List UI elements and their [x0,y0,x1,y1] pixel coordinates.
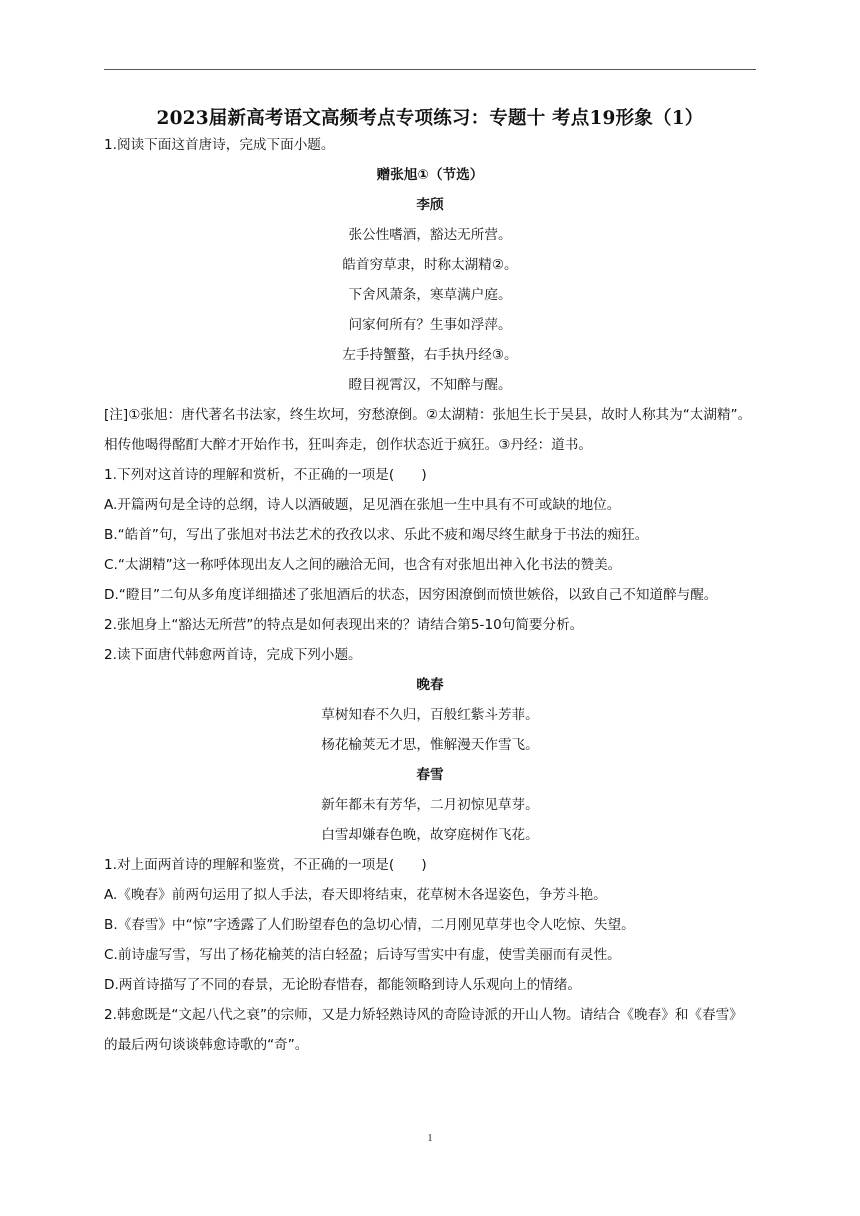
q1-poem-title: 赠张旭①（节选） [376,167,484,183]
poem-line: 白雪却嫌春色晚，故穿庭树作飞花。 [321,827,539,843]
page-title: 2023届新高考语文高频考点专项练习：专题十 考点19形象（1） [156,108,704,129]
poem-line: 新年都未有芳华，二月初惊见草芽。 [321,797,539,813]
q1-author: 李颀 [416,197,444,213]
poem-line: 杨花榆荚无才思，惟解漫天作雪飞。 [321,737,539,753]
option-b: B.“皓首”句，写出了张旭对书法艺术的孜孜以求、乐此不疲和竭尽终生献身于书法的痴狂。 [104,527,649,543]
poem-line: 左手持蟹螯，右手执丹经③。 [342,347,518,363]
q2-poem1-title: 晚春 [416,677,444,693]
q2-subquestion-1: 1.对上面两首诗的理解和鉴赏，不正确的一项是( ) [104,857,427,873]
poem-line: 张公性嗜酒，豁达无所营。 [348,227,512,243]
q1-subquestion-2: 2.张旭身上“豁达无所营”的特点是如何表现出来的？请结合第5-10句简要分析。 [104,617,584,633]
poem-line: 瞪目视霄汉，不知醉与醒。 [348,377,512,393]
poem-line: 草树知春不久归，百般红紫斗芳菲。 [321,707,539,723]
option-a: A.开篇两句是全诗的总纲，诗人以酒破题，足见酒在张旭一生中具有不可或缺的地位。 [104,497,621,513]
document-body [104,130,756,1060]
header-rule [104,69,756,70]
poem-line: 问家何所有？生事如浮萍。 [348,317,512,333]
option-d: D.“瞪目”二句从多角度详细描述了张旭酒后的状态，因穷困潦倒而愤世嫉俗，以致自己不知道醉与醒。 [104,587,718,603]
q2-intro: 2.读下面唐代韩愈两首诗，完成下列小题。 [104,647,362,663]
page-number: 1 [427,1132,433,1144]
q2-subquestion-2: 2.韩愈既是“文起八代之衰”的宗师，又是力矫轻熟诗风的奇险诗派的开山人物。请结合《晚春》和《春雪》的最后两句谈谈韩愈诗歌的“奇”。 [104,1007,743,1053]
option-d: D.两首诗描写了不同的春景，无论盼春惜春，都能领略到诗人乐观向上的情绪。 [104,977,581,993]
option-b: B.《春雪》中“惊”字透露了人们盼望春色的急切心情，二月刚见草芽也令人吃惊、失望。 [104,917,635,933]
q1-subquestion-1: 1.下列对这首诗的理解和赏析，不正确的一项是( ) [104,467,427,483]
q2-poem2-title: 春雪 [416,767,444,783]
poem-line: 皓首穷草隶，时称太湖精②。 [342,257,518,273]
poem-line: 下舍风萧条，寒草满户庭。 [348,287,512,303]
q1-intro: 1.阅读下面这首唐诗，完成下面小题。 [104,137,335,153]
option-a: A.《晚春》前两句运用了拟人手法，春天即将结束，花草树木各逞姿色，争芳斗艳。 [104,887,607,903]
option-c: C.前诗虚写雪，写出了杨花榆荚的洁白轻盈；后诗写雪实中有虚，使雪美丽而有灵性。 [104,947,621,963]
option-c: C.“太湖精”这一称呼体现出友人之间的融洽无间，也含有对张旭出神入化书法的赞美。 [104,557,622,573]
q1-note: [注]①张旭：唐代著名书法家，终生坎坷，穷愁潦倒。②太湖精：张旭生长于吴县，故时人称其为“太湖精”。相传他喝得酩酊大醉才开始作书，狂叫奔走，创作状态近于疯狂。③丹经：道书。 [104,407,752,453]
